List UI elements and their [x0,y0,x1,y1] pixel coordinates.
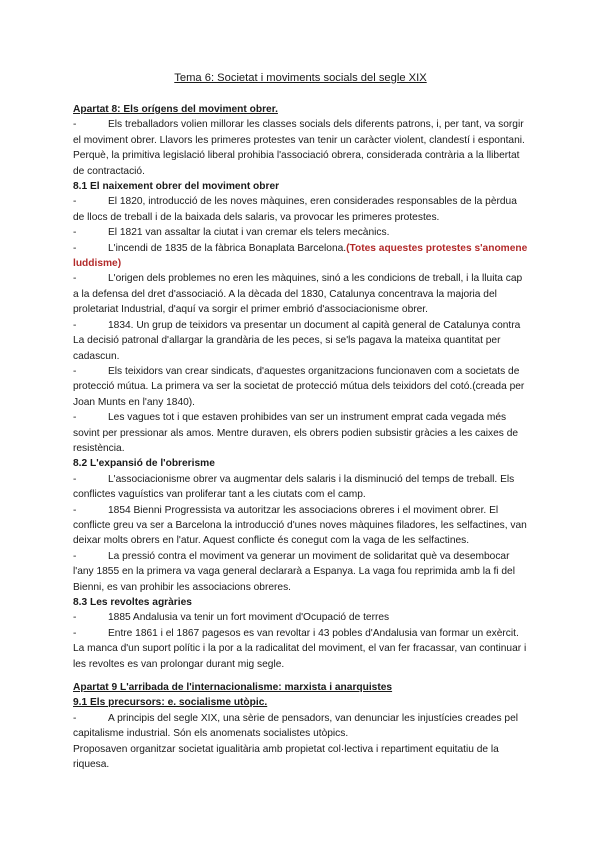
bullet-dash: - [73,627,77,639]
list-item-text: 1854 Bienni Progressista va autoritzar les associacions obreres i el moviment obrer. El conflicte greu va ser a Barcelona la introducció d'unes noves màquines filadores, les selfactines, van deixar molts obrers en l'atur. Aquest conflicte és conegut com la vaga de les selfactines. [73,504,527,547]
list-item [73,503,528,549]
list-item-text: L'origen dels problemes no eren les màquines, sinó a les condicions de treball, i la lluita cap a la defensa del dret d'associació. A la dècada del 1830, Catalunya concentrava la majoria del proletariat Industrial, d'aquí va sorgir el primer embrió d'associacionisme obrer. [73,273,523,316]
list-item [73,410,528,456]
section-heading-8-1: 8.1 El naixement obrer del moviment obrer [73,181,280,193]
document-page [73,70,528,772]
list-item [73,364,528,410]
body-paragraph: Proposaven organitzar societat igualitària amb propietat col·lectiva i repartiment equitatiu de la riquesa. [73,743,499,771]
bullet-dash: - [73,712,77,724]
list-item [73,241,528,272]
bullet-dash: - [73,227,77,239]
list-item-text: 1885 Andalusia va tenir un fort moviment d'Ocupació de terres [108,612,390,624]
list-item-text: 1834. Un grup de teixidors va presentar un document al capità general de Catalunya contra La decisió patronal d'allargar la grandària de les peces, si se'ls pagava la mateixa quantitat per cadascun. [73,319,521,362]
list-item [73,225,528,240]
list-item-text: El 1821 van assaltar la ciutat i van cremar els telers mecànics. [108,227,390,239]
list-item [73,549,528,595]
bullet-dash: - [73,273,77,285]
list-item [73,626,528,672]
list-item-text: Entre 1861 i el 1867 pagesos es van revoltar i 43 pobles d'Andalusia van formar un exèrcit. La manca d'un suport polític i la por a la radicalitat del moviment, el van fer fracassar, van continuar i les revoltes es van prolongar durant mig segle. [73,627,527,670]
bullet-dash: - [73,196,77,208]
list-item [73,472,528,503]
list-item-text: Els treballadors volien millorar les classes socials dels diferents patrons, i, per tant, va sorgir el moviment obrer. Llavors les primeres protestes van tenir un caràcter violent, clandestí i espontani. Perquè, la primitiva legislació liberal prohibia l'associació obrera, considerada contrària a la llibertat de contractació. [73,119,525,177]
list-item [73,194,528,225]
list-item-text: L'incendi de 1835 de la fàbrica Bonaplata Barcelona. [108,242,347,254]
bullet-dash: - [73,242,77,254]
list-item-text: Els teixidors van crear sindicats, d'aquestes organitzacions funcionaven com a societats de protecció mútua. La primera va ser la societat de protecció mútua dels teixidors del cotó.(creada per Joan Munts en l'any 1840). [73,365,525,408]
list-item [73,117,528,179]
section-gap [73,672,528,680]
page-title: Tema 6: Societat i moviments socials del segle XIX [174,72,427,84]
list-item-text: Les vagues tot i que estaven prohibides van ser un instrument emprat cada vegada més sovint per pressionar als amos. Mentre duraven, els obrers podien subsistir gràcies a les caixes de resistència. [73,412,519,454]
list-item-text: A principis del segle XIX, una sèrie de pensadors, van denunciar les injustícies creades pel capitalisme industrial. Són els anomenats socialistes utòpics. [73,712,519,740]
section-heading-apartat-8: Apartat 8: Els orígens del moviment obrer. [73,104,278,115]
bullet-dash: - [73,504,77,516]
bullet-dash: - [73,365,77,377]
luddisme-note: (Totes aquestes protestes s'anomene luddisme) [73,242,528,270]
section-heading-apartat-9: Apartat 9 L'arribada de l'internacionalisme: marxista i anarquistes [73,682,393,694]
bullet-dash: - [73,412,77,424]
bullet-dash: - [73,319,77,331]
bullet-dash: - [73,119,77,131]
list-item-text: L'associacionisme obrer va augmentar dels salaris i la disminució del temps de treball. Els conflictes vaguístics van proliferar tant a les ciutats com el camp. [73,473,515,501]
list-item [73,271,528,317]
section-heading-8-2: 8.2 L'expansió de l'obrerisme [73,458,215,470]
bullet-dash: - [73,612,77,624]
list-item [73,318,528,364]
list-item [73,711,528,742]
list-item [73,610,528,625]
bullet-dash: - [73,473,77,485]
bullet-dash: - [73,550,77,562]
list-item-text: La pressió contra el moviment va generar un moviment de solidaritat què va desembocar l'any 1855 en la primera va vaga general declararà a Espanya. La vaga fou reprimida amb la fi del Bienni, es van prohibir les associacions obreres. [73,550,515,593]
section-heading-8-3: 8.3 Les revoltes agràries [73,597,192,608]
list-item-text: El 1820, introducció de les noves màquines, eren considerades responsables de la pèrdua de llocs de treball i de la baixada dels salaris, va provocar les primeres protestes. [73,196,517,223]
section-heading-9-1: 9.1 Els precursors: e. socialisme utòpic. [73,697,268,709]
